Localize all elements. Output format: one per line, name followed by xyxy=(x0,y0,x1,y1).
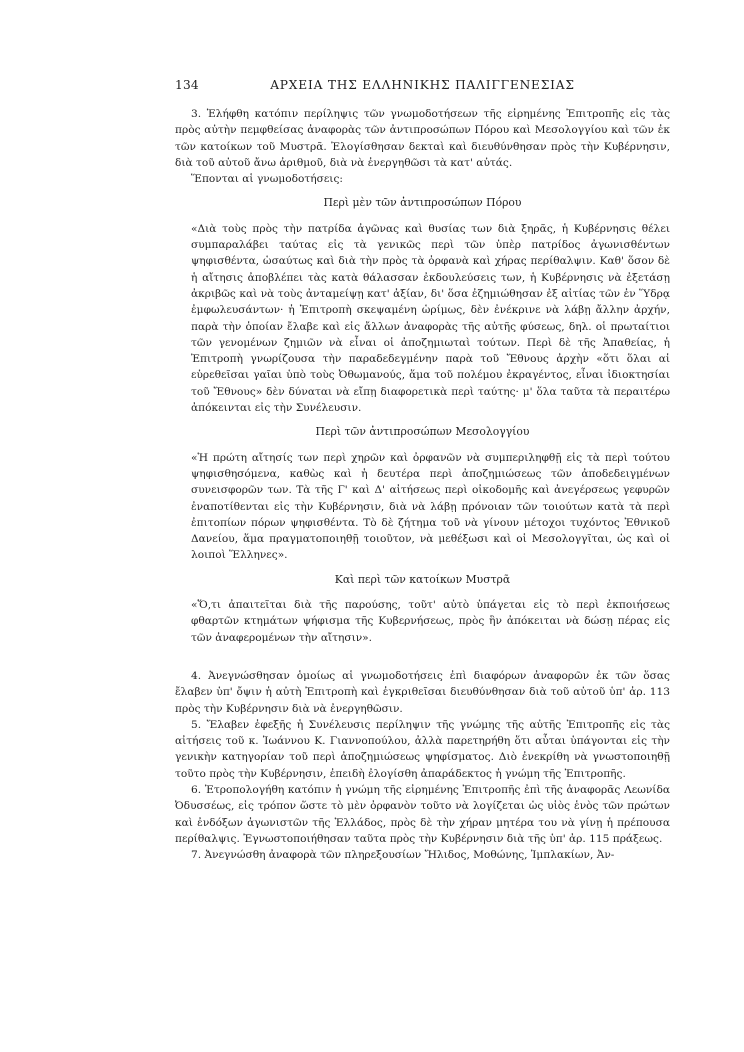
subheading-mesolongi: Περὶ τῶν ἀντιπροσώπων Μεσολογγίου xyxy=(315,425,530,439)
body-text xyxy=(175,106,670,863)
page-number: 134 xyxy=(175,78,199,92)
paragraph-3-intro: 3. Ἐλήφθη κατόπιν περίληψις τῶν γνωμοδοτήσεων τῆς εἰρημένης Ἐπιτροπῆς εἰς τὰς πρὸς αὐτὴν πεμφθείσας ἀναφορὰς τῶν ἀντιπροσώπων Πόρου καὶ Μεσολογγίου καὶ τῶν ἐκ τῶν κατοίκων τοῦ Μυστρᾶ. Ἐλογίσθησαν δεκταὶ καὶ διευθύνθησαν πρὸς τὴν Κυβέρνησιν, διὰ τοῦ αὐτοῦ ἄνω ἀριθμοῦ, διὰ νὰ ἐνεργηθῶσι τὰ κατ' αὐτάς. xyxy=(175,108,670,169)
page-header xyxy=(175,78,670,96)
paragraph-7: 7. Ἀνεγνώσθη ἀναφορὰ τῶν πληρεξουσίων Ἤλιδος, Μοθώνης, Ἰμπλακίων, Ἀν- xyxy=(191,849,615,862)
section-gap xyxy=(175,646,670,668)
quote-mesolongi: «Ἡ πρώτη αἴτησίς των περὶ χηρῶν καὶ ὀρφανῶν νὰ συμπεριληφθῇ εἰς τὰ περὶ τούτου ψηφισθησόμενα, καθὼς καὶ ἡ δευτέρα περὶ ἀποζημιώσεως τῶν ἀποδεδειγμένων συνεισφορῶν των. Τὰ τῆς Γ' καὶ Δ' αἰτήσεως περὶ οἰκοδομῆς καὶ ἀνεγέρσεως γεφυρῶν ἐναποτίθενται εἰς τὴν Κυβέρνησιν, διὰ νὰ λάβῃ πρόνοιαν τῶν τοιούτων κατὰ τὰ περὶ ἐπιτοπίων πόρων ψηφισθέντα. Τὸ δὲ ζήτημα τοῦ νὰ γίνουν μέτοχοι τυχόντος Ἐθνικοῦ Δανείου, ἅμα πραγματοποιηθῇ τοιοῦτον, νὰ μεθέξωσι καὶ οἱ Μεσολογγῖται, ὡς καὶ οἱ λοιποὶ Ἕλληνες». xyxy=(191,451,670,562)
paragraph-3-follows: Ἕπονται αἱ γνωμοδοτήσεις: xyxy=(191,173,343,186)
paragraph-4: 4. Ἀνεγνώσθησαν ὁμοίως αἱ γνωμοδοτήσεις ἐπὶ διαφόρων ἀναφορῶν ἐκ τῶν ὅσας ἔλαβεν ὑπ' ὄψιν ἡ αὐτὴ Ἐπιτροπὴ καὶ ἐγκριθεῖσαι διευθύνθησαν διὰ τοῦ αὐτοῦ ὑπ' ἀρ. 113 πρὸς τὴν Κυβέρνησιν διὰ νὰ ἐνεργηθῶσιν. xyxy=(175,669,670,715)
quote-mystras: «Ὅ,τι ἀπαιτεῖται διὰ τῆς παρούσης, τοῦτ' αὐτὸ ὑπάγεται εἰς τὸ περὶ ἐκποιήσεως φθαρτῶν κτημάτων ψήφισμα τῆς Κυβερνήσεως, πρὸς ἣν ἀπόκειται νὰ δώσῃ πέρας εἰς τῶν ἀναφερομένων τὴν αἴτησιν». xyxy=(191,599,670,644)
paragraph-5: 5. Ἔλαβεν ἐφεξῆς ἡ Συνέλευσις περίληψιν τῆς γνώμης τῆς αὐτῆς Ἐπιτροπῆς εἰς τὰς αἰτήσεις τοῦ κ. Ἰωάννου Κ. Γιαννοπούλου, ἀλλὰ παρετηρήθη ὅτι αὗται ὑπάγονται εἰς τὴν γενικὴν κατηγορίαν τοῦ περὶ ἀποζημιώσεως ψηφίσματος. Διὸ ἐνεκρίθη νὰ γνωστοποιηθῇ τοῦτο πρὸς τὴν Κυβέρνησιν, ἐπειδὴ ἐλογίσθη ἀπαράδεκτος ἡ γνώμη τῆς Ἐπιτροπῆς. xyxy=(175,718,670,780)
quote-poros: «Διὰ τοὺς πρὸς τὴν πατρίδα ἀγῶνας καὶ θυσίας των διὰ ξηρᾶς, ἡ Κυβέρνησις θέλει συμπαραλάβει ταύτας εἰς τὰ γενικῶς περὶ τῶν ὑπὲρ πατρίδος ἀγωνισθέντων ψηφισθέντα, ὡσαύτως καὶ διὰ τὴν πρὸς τὰ ὀρφανὰ καὶ χήρας περίθαλψιν. Καθ' ὅσον δὲ ἡ αἴτησις ἀποβλέπει τὰς κατὰ θάλασσαν ἐκδουλεύσεις των, ἡ Κυβέρνησις νὰ ἐξετάσῃ ἀκριβῶς καὶ νὰ τοὺς ἀνταμείψῃ κατ' ἀξίαν, δι' ὅσα ἐζημιώθησαν ἐξ αἰτίας τῶν ἐν Ὕδρᾳ ἐμφωλευσάντων· ἡ Ἐπιτροπὴ σκεψαμένη ὡρίμως, δὲν ἐνέκρινε νὰ λάβῃ ἄλλην ἀρχήν, παρὰ τὴν ὁποίαν ἔλαβε καὶ εἰς ἄλλων ἀναφορὰς τῆς αὐτῆς φύσεως, δηλ. οἱ πρωταίτιοι τῶν γενομένων ζημιῶν νὰ εἶναι οἱ ἀποζημιωταὶ τούτων. Περὶ δὲ τῆς Ἀπαθείας, ἡ Ἐπιτροπὴ γνωρίζουσα τὴν παραδεδεγμένην παρὰ τοῦ Ἔθνους ἀρχὴν «ὅτι ὅλαι αἱ εὑρεθεῖσαι γαῖαι ὑπὸ τοὺς Ὀθωμανούς, ἅμα τοῦ πολέμου ἐκραγέντος, εἶναι ἰδιοκτησίαι τοῦ Ἔθνους» δὲν δύναται νὰ εἴπῃ διαφορετικὰ περὶ ταύτης· μ' ὅλα ταῦτα τὰ περαιτέρω ἀπόκεινται εἰς τὴν Συνέλευσιν. xyxy=(191,222,670,415)
paragraph-6: 6. Ἐτροπολογήθη κατόπιν ἡ γνώμη τῆς εἰρημένης Ἐπιτροπῆς ἐπὶ τῆς ἀναφορᾶς Λεωνίδα Ὀδυσσέως, εἰς τρόπον ὥστε τὸ μὲν ὀρφανὸν τοῦτο νὰ λογίζεται ὡς υἱὸς ἑνὸς τῶν πρώτων καὶ ἐνδόξων ἀγωνιστῶν τῆς Ἑλλάδος, πρὸς δὲ τὴν χήραν μητέρα του νὰ γίνῃ ἡ πρέπουσα περίθαλψις. Ἐγνωστοποιήθησαν ταῦτα πρὸς τὴν Κυβέρνησιν διὰ τῆς ὑπ' ἀρ. 115 πράξεως. xyxy=(175,783,670,845)
running-title: ΑΡΧΕΙΑ ΤΗΣ ΕΛΛΗΝΙΚΗΣ ΠΑΛΙΓΓΕΝΕΣΙΑΣ xyxy=(270,78,575,92)
subheading-poros: Περὶ μὲν τῶν ἀντιπροσώπων Πόρου xyxy=(323,196,522,210)
subheading-mystras: Καὶ περὶ τῶν κατοίκων Μυστρᾶ xyxy=(334,572,511,586)
